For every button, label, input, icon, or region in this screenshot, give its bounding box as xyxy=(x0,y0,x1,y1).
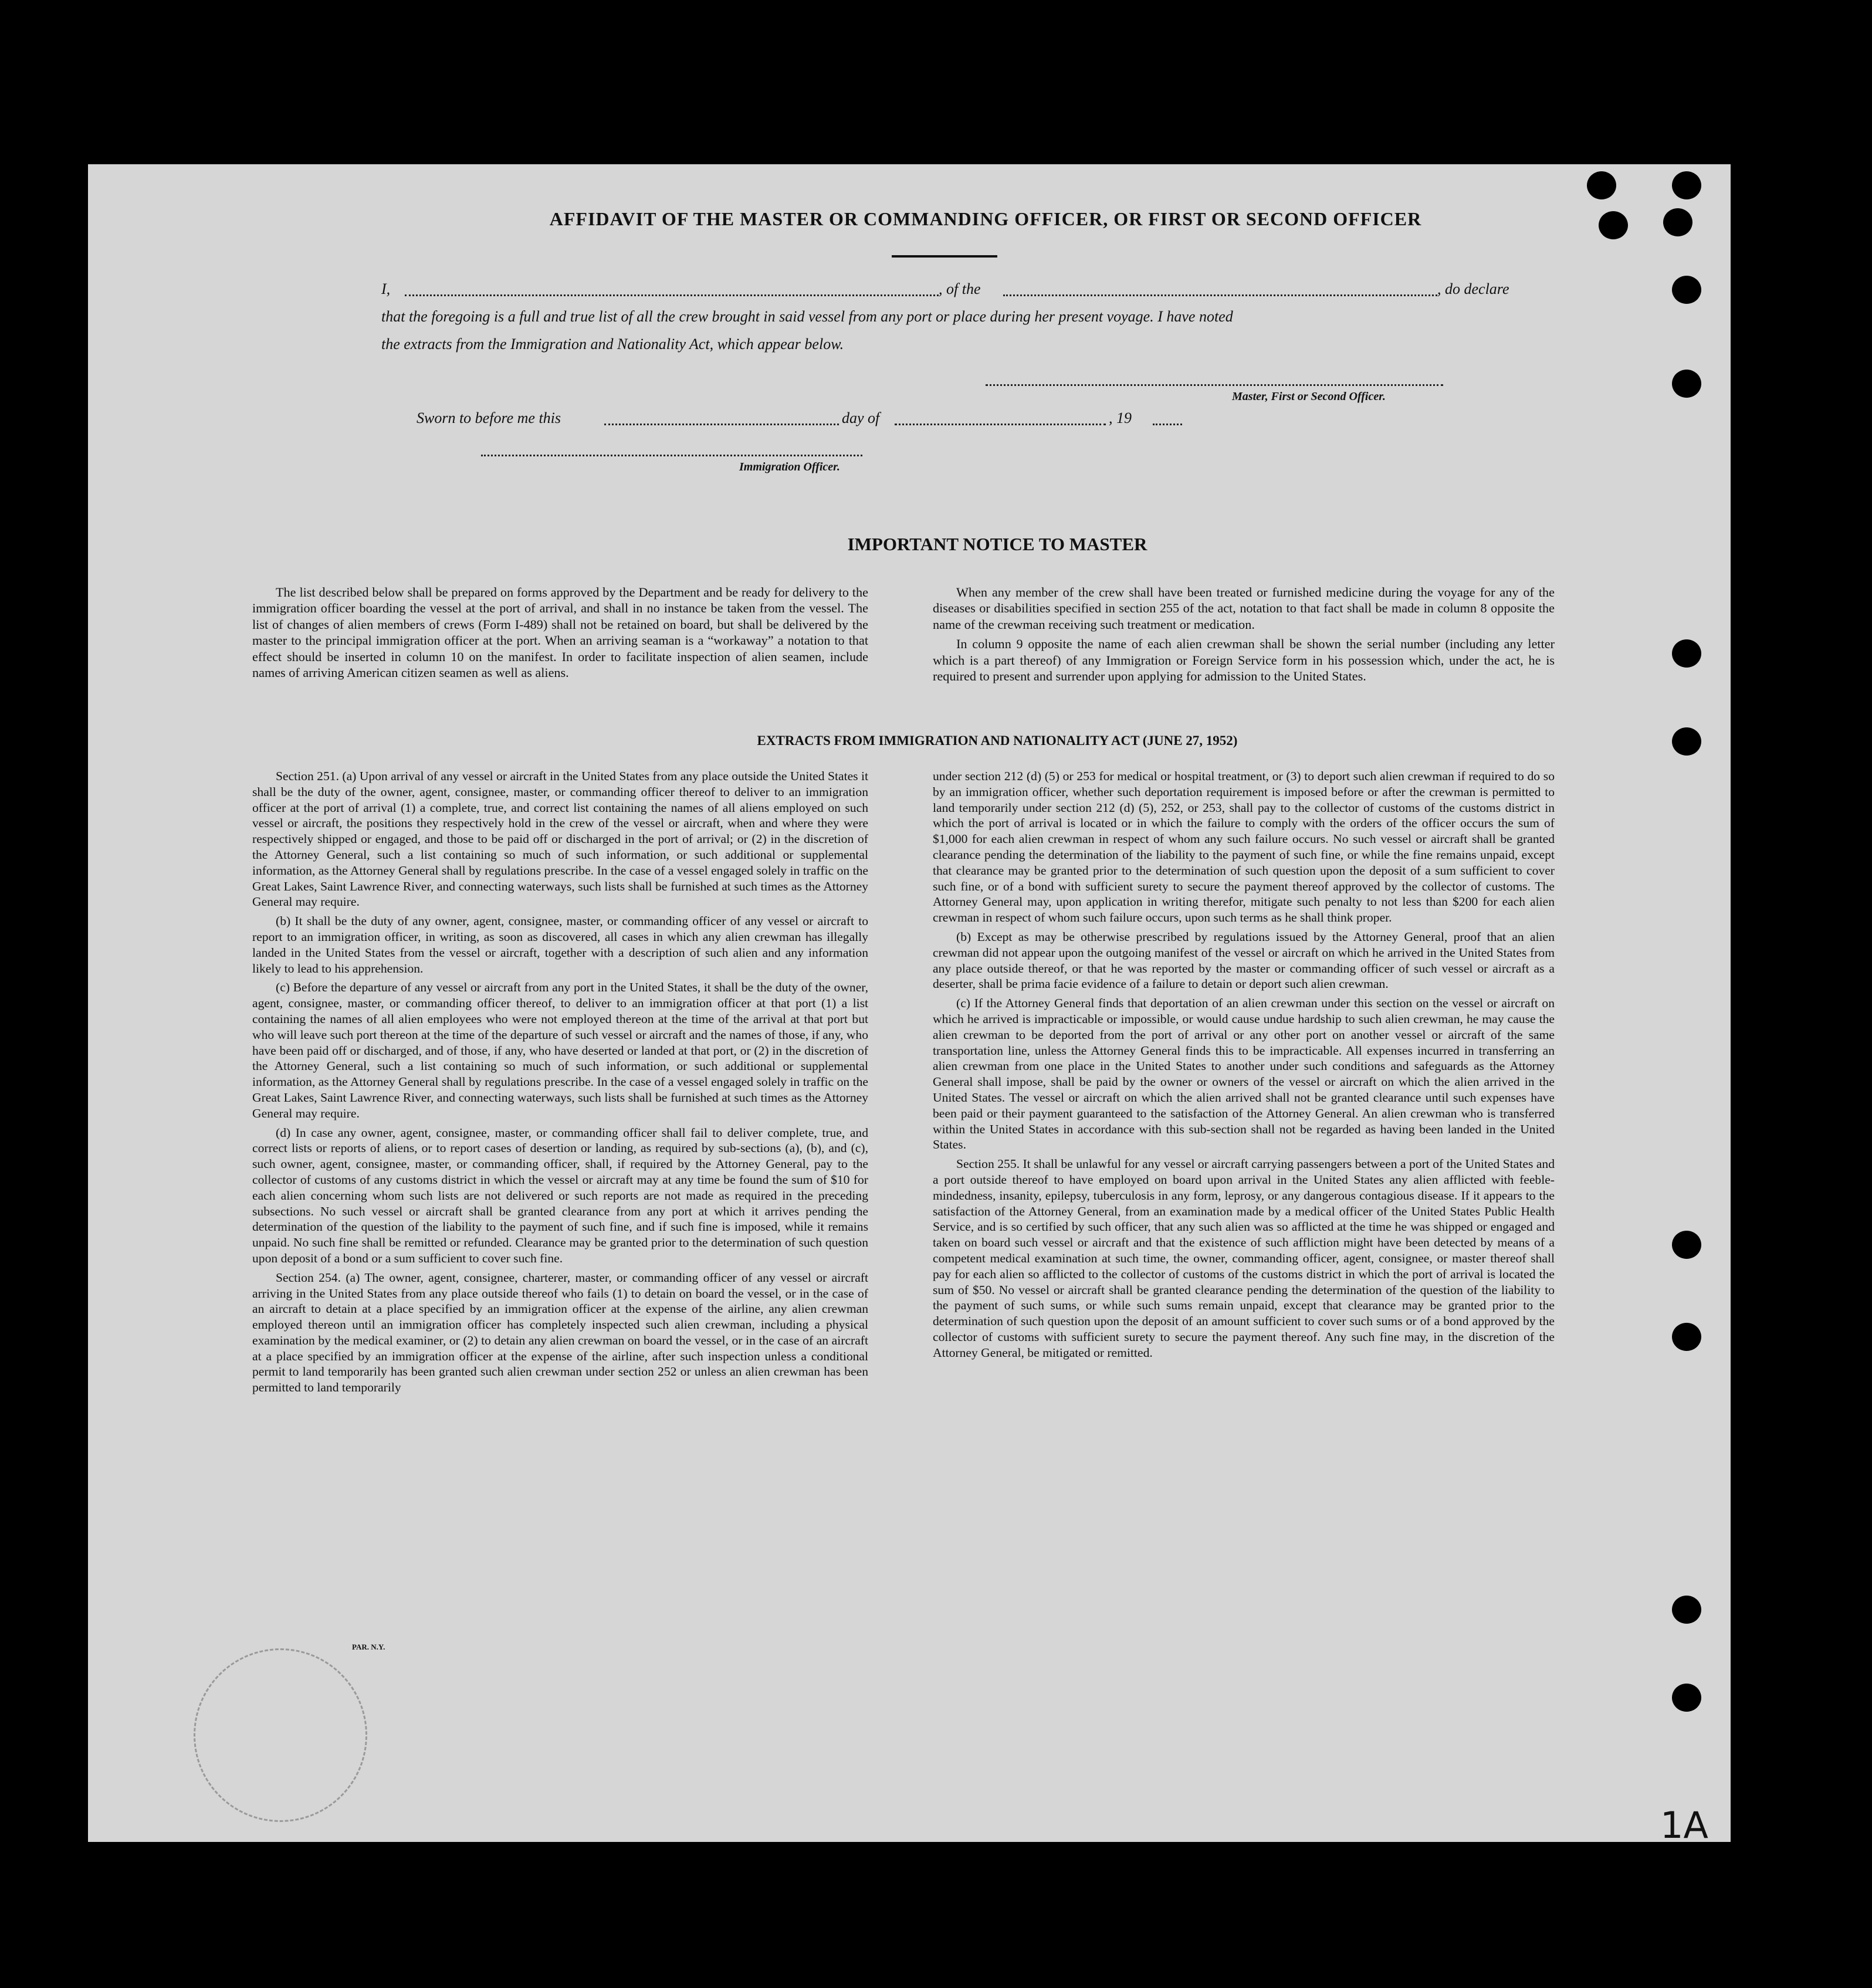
faded-stamp xyxy=(194,1648,367,1822)
declarant-name-field[interactable] xyxy=(405,294,939,296)
document-page xyxy=(88,164,1731,1847)
punch-hole xyxy=(1672,1231,1701,1259)
notice-title: IMPORTANT NOTICE TO MASTER xyxy=(847,534,1147,554)
punch-hole xyxy=(1672,1323,1701,1351)
notice-right-column xyxy=(933,584,1555,687)
punch-hole xyxy=(1672,1684,1701,1712)
affidavit-line-1 xyxy=(381,280,390,298)
affidavit-line-2: that the foregoing is a full and true list of all the crew brought in said vessel from any port or place during her present voyage. I have noted xyxy=(381,308,1233,325)
of-the-label: , of the xyxy=(939,280,981,297)
notice-right-paragraph-2: In column 9 opposite the name of each alien crewman shall be shown the serial number (including any letter which is a part thereof) of any Immigration or Foreign Service form in his possession which, under the act, he is required to present and surrender upon applying for admission to the United States. xyxy=(933,636,1555,684)
section-254-c: (c) If the Attorney General finds that deportation of an alien crewman under this section on the vessel or aircraft on which he arrived is impracticable or impossible, or would cause undue hardship to such alien crewman, he may cause the alien crewman to be deported from the port of arrival or any other port on another vessel or aircraft of the same transportation line, unless the Attorney General finds this to be impracticable. All expenses incurred in transferring an alien crewman from one place in the United States to another under such conditions and safeguards as the Attorney General shall impose, shall be paid by the owner or owners of the vessel or aircraft on which the alien arrived in the United States. The vessel or aircraft on which the alien arrived shall not be granted clearance until such expenses have been paid or their payment guaranteed to the satisfaction of the Attorney General. An alien crewman who is transferred within the United States in accordance with this sub-section shall not be regarded as having been landed in the United States. xyxy=(933,996,1555,1152)
section-251-b: (b) It shall be the duty of any owner, agent, consignee, master, or commanding officer of any vessel or aircraft to report to an immigration officer, in writing, as soon as discovered, all cases in which any alien crewman has illegally landed in the United States from the vessel or aircraft, together with a description of such alien and any information likely to lead to his apprehension. xyxy=(252,914,868,976)
extracts-right-column xyxy=(933,768,1555,1364)
section-254-a: Section 254. (a) The owner, agent, consignee, charterer, master, or commanding officer of any vessel or aircraft arriving in the United States from any place outside thereof who fails (1) to detain on board the vessel, or in the case of an aircraft to detain at a place specified by an immigration officer at the expense of the airline, any alien crewman employed thereon until an immigration officer has completely inspected such alien crewman, including a physical examination by the medical examiner, or (2) to detain any alien crewman on board the vessel, or in the case of an aircraft at a place specified by an immigration officer at the expense of the airline, after such inspection unless a conditional permit to land temporarily has been granted such alien crewman under section 252 or unless an alien crewman has been permitted to land temporarily xyxy=(252,1270,868,1395)
punch-hole xyxy=(1672,370,1701,398)
printer-mark: PAR. N.Y. xyxy=(352,1642,385,1651)
punch-hole xyxy=(1672,639,1701,668)
extracts-left-column xyxy=(252,768,868,1399)
section-251-c: (c) Before the departure of any vessel or aircraft from any port in the United States, it shall be the duty of the owner, agent, consignee, master, or commanding officer thereof, to deliver to an immigration officer at that port (1) a list containing the names of all alien employees who were not employed thereon at the time of the arrival at that port but who will leave such port thereon at the time of the departure of such vessel or aircraft and the names of those, if any, who have been paid off or discharged, and of those, if any, who have deserted or landed at that port, or (2) in the discretion of the Attorney General, such a list containing so much of such information, or such additional or supplemental information, as the Attorney General shall by regulations prescribe. In the case of a vessel engaged solely in traffic on the Great Lakes, Saint Lawrence River, and connecting waterways, such lists shall be furnished at such times as the Attorney General may require. xyxy=(252,980,868,1120)
notice-right-paragraph-1: When any member of the crew shall have been treated or furnished medicine during the voyage for any of the diseases or disabilities specified in section 255 of the act, notation to that fact shall be made in column 8 opposite the name of the crewman receiving such treatment or medication. xyxy=(933,585,1555,632)
sworn-label: Sworn to before me this xyxy=(417,409,561,426)
section-254-b: (b) Except as may be otherwise prescribed by regulations issued by the Attorney General, proof that an alien crewman did not appear upon the outgoing manifest of the vessel or aircraft on which he arrived in the United States from any place outside thereof, or that he was reported by the master or commanding officer of such vessel or aircraft as a deserter, shall be prima facie evidence of a failure to detain or deport such alien crewman. xyxy=(933,929,1555,991)
section-254-a-continued: under section 212 (d) (5) or 253 for medical or hospital treatment, or (3) to deport such alien crewman if required to do so by an immigration officer, whether such deportation requirement is imposed before or after the crewman is permitted to land temporarily under section 212 (d) (5), 252, or 253, shall pay to the collector of customs of the customs district in which the port of arrival is located or in which the failure to comply with the orders of the officer occurs the sum of $1,000 for each alien crewman in respect of whom any such failure occurs. No such vessel or aircraft shall be granted clearance pending the determination of the liability to the payment of such fine, or while the fine remains unpaid, except that clearance may be granted prior to the determination of such question upon the deposit of a sum sufficient to cover such fine, or of a bond with sufficient surety to secure the payment thereof approved by the collector of customs. The Attorney General may, upon application in writing therefor, mitigate such penalty to not less than $200 for each alien crewman in respect of whom such failure occurs, upon such terms as he shall think proper. xyxy=(933,769,1555,925)
section-251-d: (d) In case any owner, agent, consignee, master, or commanding officer shall fail to deliver complete, true, and correct lists or reports of aliens, or to report cases of desertion or landing, as required by sub-sections (a), (b), and (c), such owner, agent, consignee, master, or commanding officer, shall, if required by the Attorney General, pay to the collector of customs of any customs district in which the vessel or aircraft may at any time be found the sum of $10 for each alien concerning whom such lists are not delivered or such reports are not made as required in the preceding subsections. No such vessel or aircraft shall be granted clearance from any port at which it arrives pending the determination of the question of the liability to the payment of such fine, and if such fine is imposed, while it remains unpaid. No such fine shall be remitted or refunded. Clearance may be granted prior to the determination of such question upon deposit of a bond or a sum sufficient to cover such fine. xyxy=(252,1125,868,1265)
affidavit-line-3: the extracts from the Immigration and Nationality Act, which appear below. xyxy=(381,336,844,353)
punch-hole xyxy=(1663,208,1692,236)
officer-signature-field[interactable] xyxy=(481,455,862,456)
affidavit-title: AFFIDAVIT OF THE MASTER OR COMMANDING OFFICER, OR FIRST OR SECOND OFFICER xyxy=(549,208,1422,229)
extracts-title: EXTRACTS FROM IMMIGRATION AND NATIONALITY ACT (JUNE 27, 1952) xyxy=(757,733,1238,748)
affidavit-i-label: I, xyxy=(381,280,391,297)
notice-left-paragraph: The list described below shall be prepared on forms approved by the Department and be ready for delivery to the immigration officer boarding the vessel at the port of arrival, and shall in no instance be taken from the vessel. The list of changes of alien members of crews (Form I-489) shall not be retained on board, but shall be delivered by the master to the principal immigration officer at the port. When an arriving seaman is a “workaway” a notation to that effect should be inserted in column 10 on the manifest. In order to facilitate inspection of alien seamen, include names of arriving American citizen seamen as well as aliens. xyxy=(252,585,868,680)
punch-hole xyxy=(1672,727,1701,756)
year-label: , 19 xyxy=(1109,409,1132,426)
punch-hole xyxy=(1672,276,1701,304)
punch-hole xyxy=(1672,171,1701,199)
section-255: Section 255. It shall be unlawful for any vessel or aircraft carrying passengers between a port of the United States and a port outside thereof to have employed on board upon arrival in the United States any alien afflicted with feeble-mindedness, insanity, epilepsy, tuberculosis in any form, leprosy, or any dangerous contagious disease. If it appears to the satisfaction of the Attorney General, from an examination made by a medical officer of the United States Public Health Service, and is so certified by such officer, that any such alien was so afflicted at the time he was shipped or engaged and taken on board such vessel or aircraft and that the existence of such affliction might have been detected by means of a competent medical examination at such time, the owner, commanding officer, agent, consignee, or master thereof shall pay for each alien so afflicted to the collector of customs of the customs district in which the port of arrival is located the sum of $50. No vessel or aircraft shall be granted clearance pending the determination of the question of the liability to the payment of such sums, or while such sums remain unpaid, except that clearance may be granted prior to the determination of such question upon the deposit of an amount sufficient to cover such sums or of a bond approved by the collector of customs with sufficient surety to secure the payment thereof. Any such fine may, in the discretion of the Attorney General, be mitigated or remitted. xyxy=(933,1157,1555,1360)
punch-hole xyxy=(1599,211,1628,239)
handwritten-mark: 1A xyxy=(1660,1804,1708,1847)
notice-left-column xyxy=(252,584,868,684)
sworn-year-field[interactable] xyxy=(1153,424,1182,425)
day-of-label: day of xyxy=(842,409,880,426)
officer-signature-label: Immigration Officer. xyxy=(739,460,840,473)
master-signature-field[interactable] xyxy=(986,384,1443,386)
section-251-a: Section 251. (a) Upon arrival of any vessel or aircraft in the United States from any place outside the United States it shall be the duty of the owner, agent, consignee, master, or commanding officer thereof to deliver to an immigration officer at the port of arrival (1) a complete, true, and correct list containing the names of all aliens employed on such vessel or aircraft, the positions they respectively hold in the crew of the vessel or aircraft, when and where they were respectively shipped or engaged, and those to be paid off or discharged in the port of arrival; or (2) in the discretion of the Attorney General, such a list containing so much of such information, or such additional or supplemental information, as the Attorney General shall by regulations prescribe. In the case of a vessel engaged solely in traffic on the Great Lakes, Saint Lawrence River, and connecting waterways, such lists shall be furnished at such times as the Attorney General may require. xyxy=(252,769,868,909)
title-underline xyxy=(892,255,997,258)
do-declare-label: , do declare xyxy=(1437,280,1509,297)
vessel-name-field[interactable] xyxy=(1003,294,1437,296)
punch-hole xyxy=(1672,1596,1701,1624)
punch-hole xyxy=(1587,171,1616,199)
master-signature-label: Master, First or Second Officer. xyxy=(1232,390,1386,403)
sworn-day-field[interactable] xyxy=(604,424,839,425)
sworn-month-field[interactable] xyxy=(895,424,1106,425)
